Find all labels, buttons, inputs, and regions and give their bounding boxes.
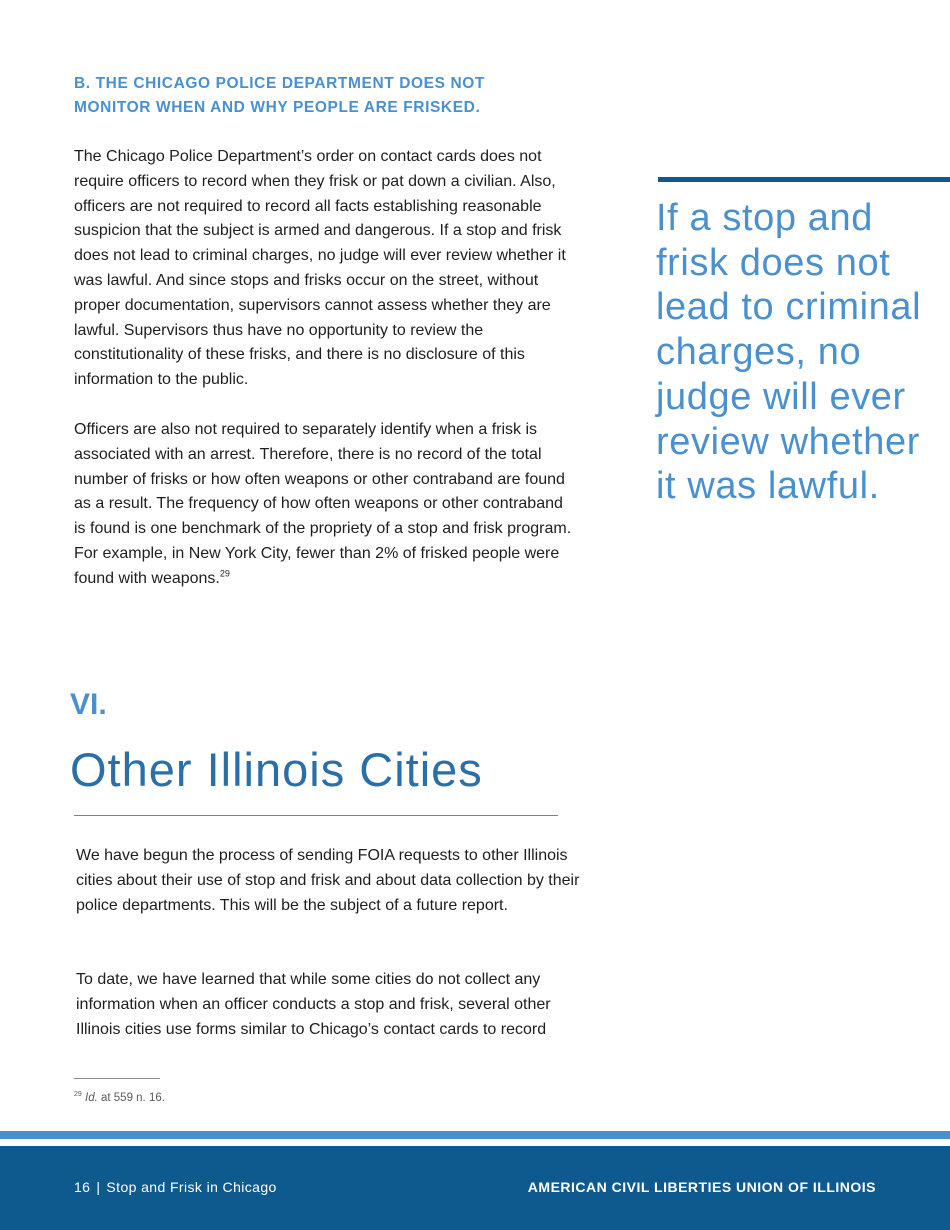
footnote-number: 29 <box>74 1091 82 1098</box>
page-footer <box>0 1146 950 1230</box>
section-vi-paragraph-2: To date, we have learned that while some cities do not collect any information when an officer conducts a stop and frisk, several other Illinois cities use forms similar to Chicago’s contact cards to record <box>76 971 551 1038</box>
footer-left <box>74 1179 277 1195</box>
footer-accent-band <box>0 1131 950 1139</box>
footnote-29 <box>74 1091 165 1104</box>
section-b-paragraph-2-text: Officers are also not required to separately identify when a frisk is associated with an arrest. Therefore, there is no record of the total number of frisks or how often weapons or other contraband are found as a result. The frequency of how often weapons or other contraband is found is one benchmark of the propriety of a stop and frisk program. For example, in New York City, fewer than 2% of frisked people were found with weapons. <box>74 421 572 587</box>
document-title: Stop and Frisk in Chicago <box>106 1179 277 1195</box>
section-b-paragraph-1: The Chicago Police Department’s order on contact cards does not require officers to record when they frisk or pat down a civilian. Also, officers are not required to record all facts establishing reasonable suspicion that the subject is armed and dangerous. If a stop and frisk does not lead to criminal charges, no judge will ever review whether it was lawful. And since stops and frisks occur on the street, without proper documentation, supervisors cannot assess whether they are lawful. Supervisors thus have no opportunity to review the constitutionality of these frisks, and there is no disclosure of this information to the public. <box>74 148 566 389</box>
section-title: Other Illinois Cities <box>70 743 483 796</box>
page-number: 16 <box>74 1179 91 1195</box>
footnote-source: Id. <box>85 1091 98 1104</box>
section-b-heading-line2: MONITOR WHEN AND WHY PEOPLE ARE FRISKED. <box>74 99 481 116</box>
pull-quote-rule <box>658 177 950 182</box>
organization-name: AMERICAN CIVIL LIBERTIES UNION OF ILLINOIS <box>527 1179 876 1195</box>
section-b-heading <box>74 72 544 120</box>
footer-separator: | <box>96 1179 101 1195</box>
section-b-heading-line1: B. THE CHICAGO POLICE DEPARTMENT DOES NOT <box>74 75 485 92</box>
pull-quote: If a stop and frisk does not lead to criminal charges, no judge will ever review whether it was lawful. <box>656 197 922 508</box>
footnote-ref-29[interactable]: 29 <box>219 568 230 579</box>
section-vi-paragraph-1: We have begun the process of sending FOIA requests to other Illinois cities about their use of stop and frisk and about data collection by their police departments. This will be the subject of a future report. <box>76 847 580 914</box>
footnote-divider <box>74 1078 160 1079</box>
section-title-divider <box>74 815 558 816</box>
section-number: VI. <box>70 688 107 721</box>
section-b-paragraph-2 <box>74 418 574 592</box>
footnote-text: at 559 n. 16. <box>97 1091 165 1104</box>
